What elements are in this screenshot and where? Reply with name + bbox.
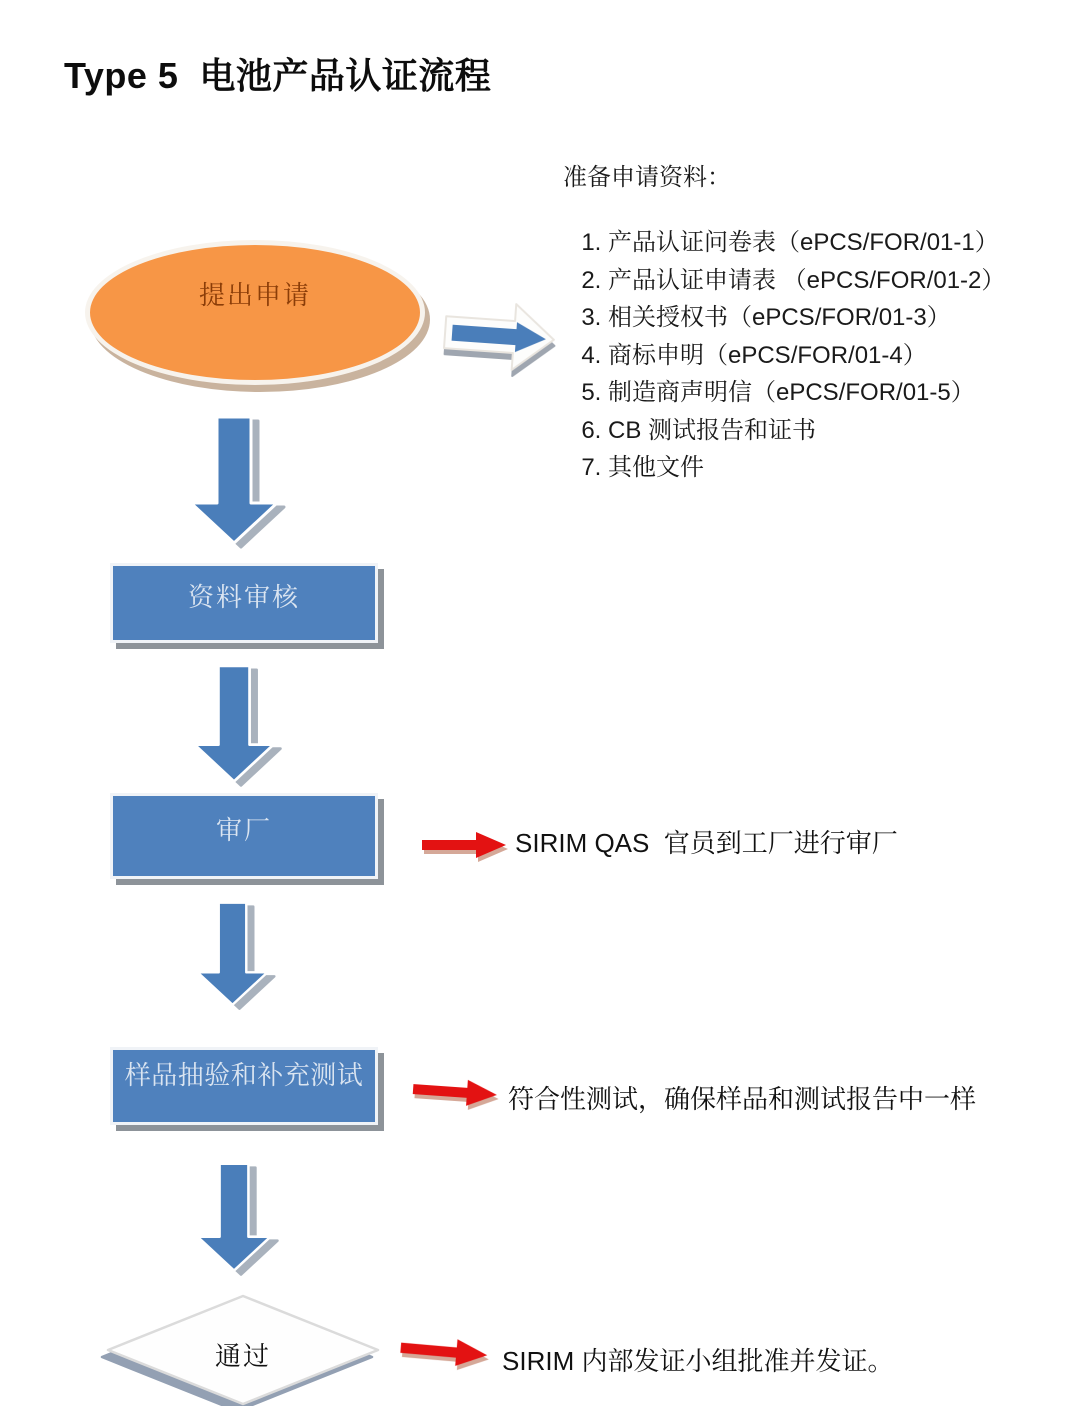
note-sample-testing: 符合性测试，确保样品和测试报告中一样 — [508, 1084, 977, 1114]
document-list-item: 1. 产品认证问卷表（ePCS/FOR/01-1） — [608, 224, 1005, 262]
process-box-document-review — [110, 563, 378, 643]
document-list-item: 6. CB 测试报告和证书 — [608, 412, 1005, 450]
start-label: 提出申请 — [198, 280, 311, 310]
note-decision: SIRIM 内部发证小组批准并发证。 — [502, 1346, 894, 1376]
red-arrow-icon — [397, 1332, 491, 1371]
document-list-item: 2. 产品认证申请表 （ePCS/FOR/01-2） — [608, 262, 1005, 300]
document-list-item: 5. 制造商声明信（ePCS/FOR/01-5） — [608, 374, 1005, 412]
process-box-label: 审厂 — [215, 815, 272, 845]
arrow-down-icon — [185, 901, 280, 1008]
arrow-down-icon — [187, 664, 281, 785]
note-factory-audit: SIRIM QAS 官员到工厂进行审厂 — [515, 828, 898, 858]
prep-heading: 准备申请资料： — [563, 164, 731, 191]
page-title: Type 5 电池产品认证流程 — [64, 55, 492, 96]
arrow-down-icon — [187, 415, 281, 547]
arrow-down-icon — [187, 1162, 281, 1274]
red-arrow-icon — [409, 1074, 501, 1110]
process-box-label: 样品抽验和补充测试 — [124, 1060, 364, 1090]
document-list — [562, 224, 1005, 487]
arrow-right-icon — [440, 296, 560, 376]
start-node — [85, 240, 425, 385]
process-box-label: 资料审核 — [187, 582, 300, 612]
red-arrow-icon — [420, 830, 508, 860]
document-list-item: 7. 其他文件 — [608, 449, 1005, 487]
document-list-item: 3. 相关授权书（ePCS/FOR/01-3） — [608, 299, 1005, 337]
document-list-item: 4. 商标申明（ePCS/FOR/01-4） — [608, 337, 1005, 375]
decision-label: 通过 — [214, 1341, 271, 1371]
process-box-sample-testing — [110, 1047, 378, 1125]
process-box-factory-audit — [110, 793, 378, 879]
